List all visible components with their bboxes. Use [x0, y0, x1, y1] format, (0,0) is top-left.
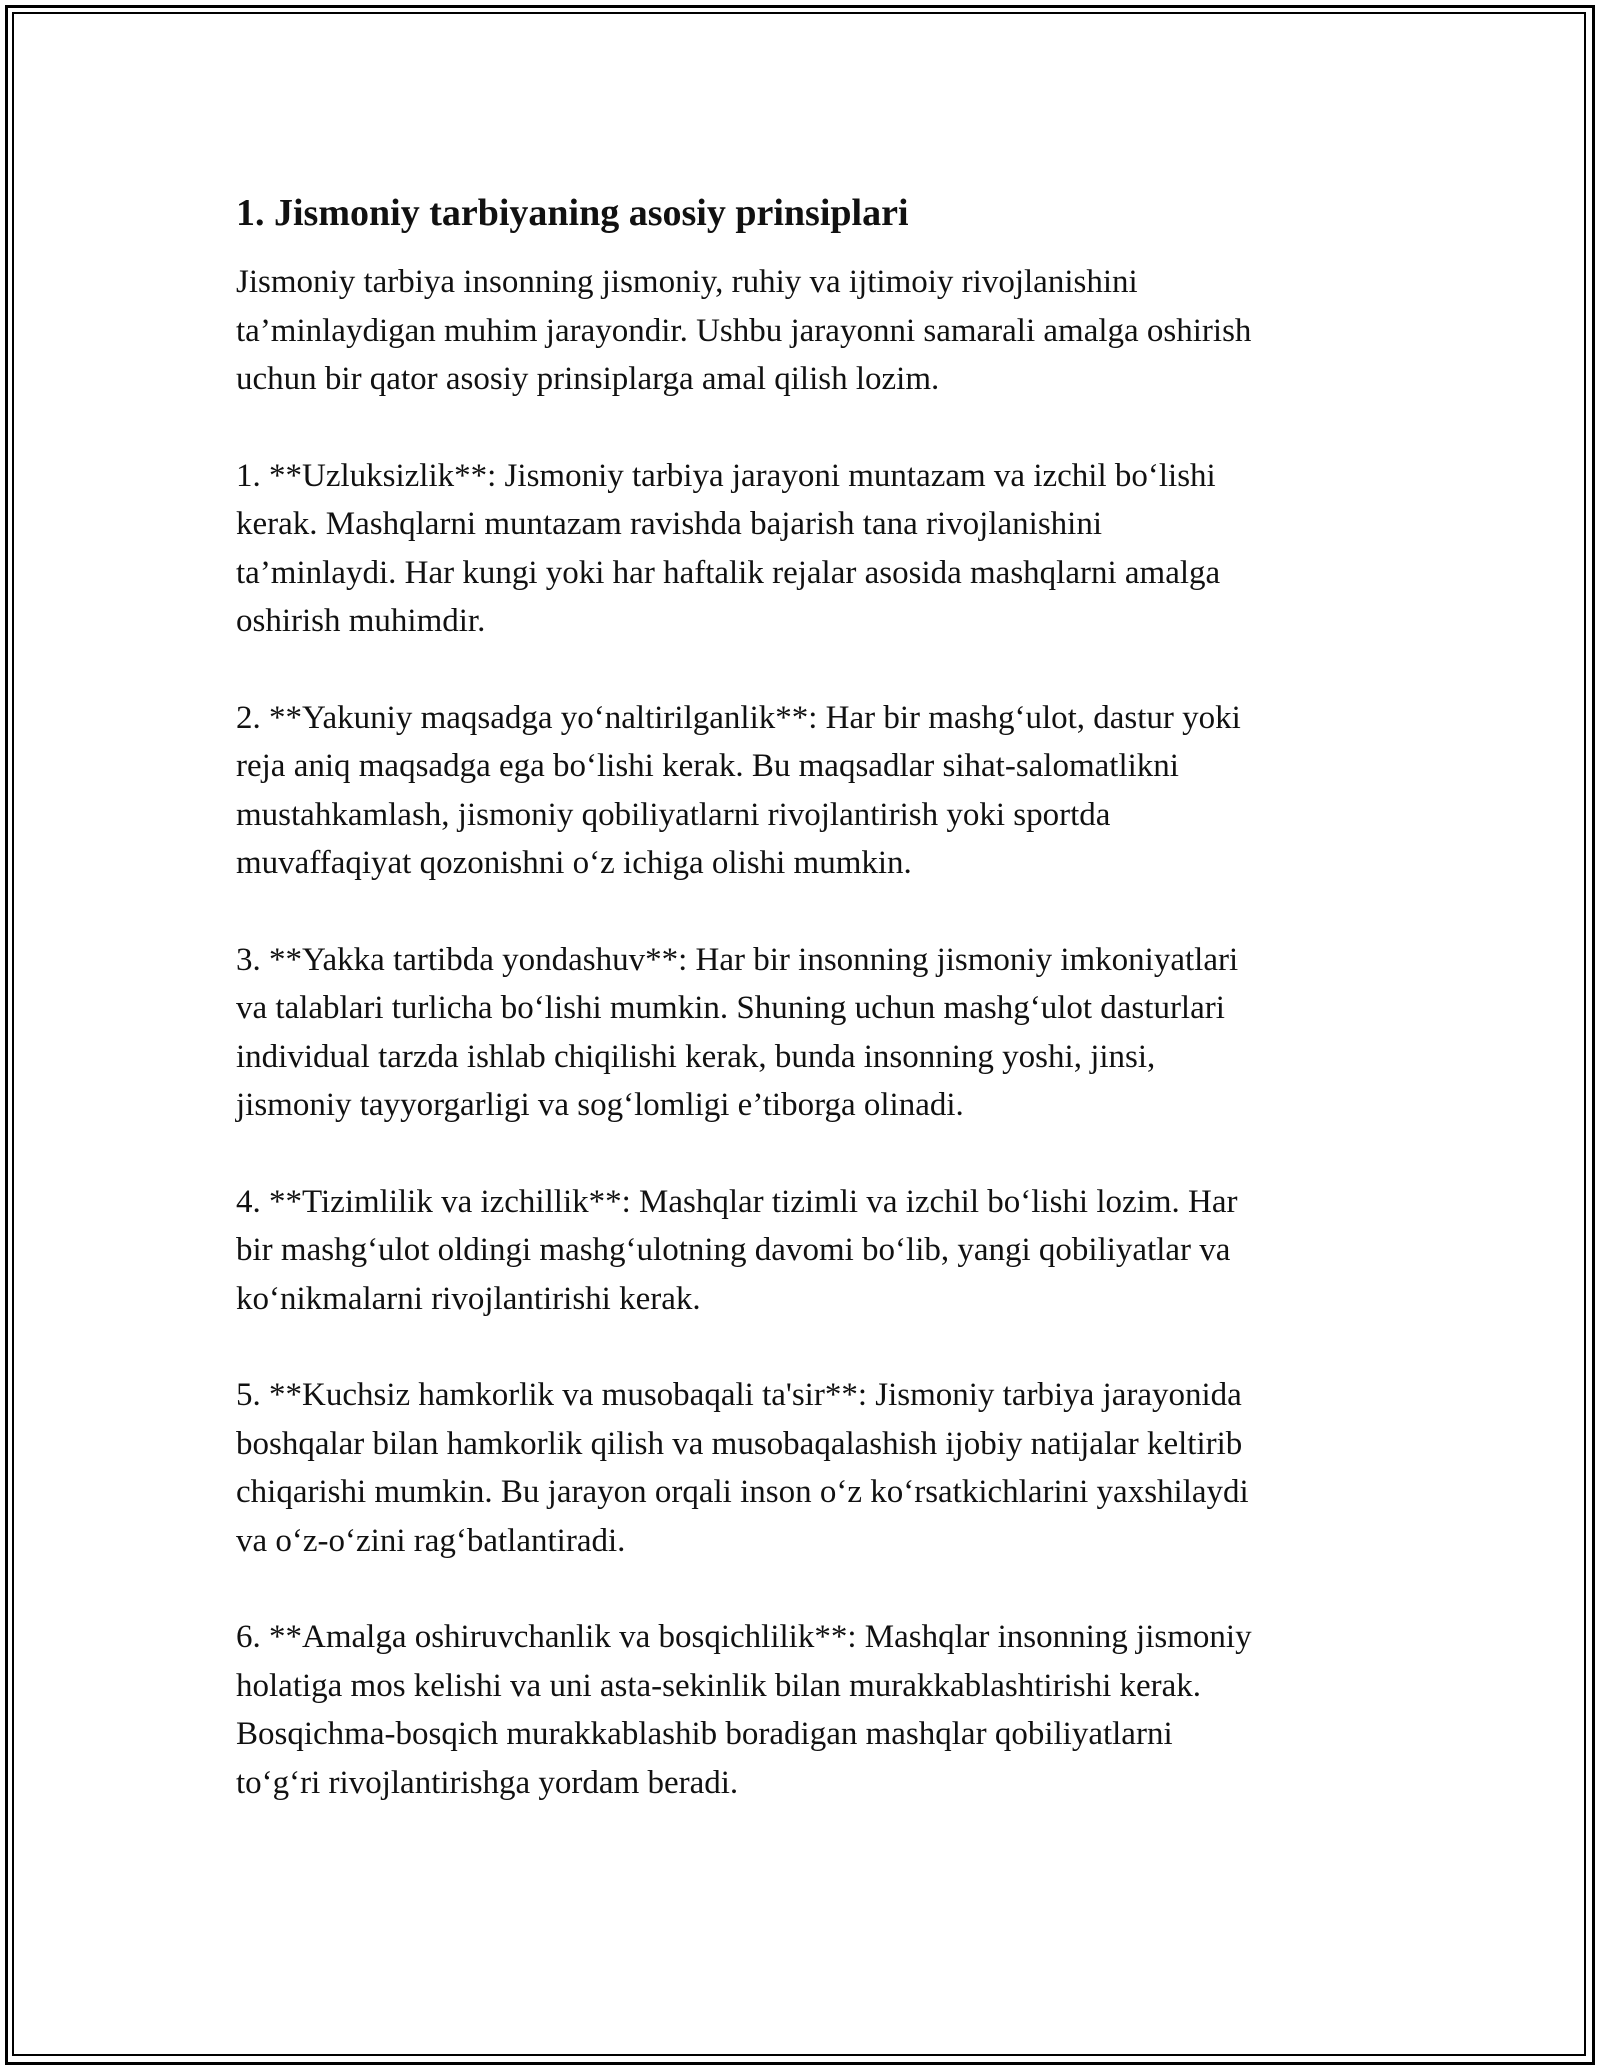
text-line: individual tarzda ishlab chiqilishi kerak, bunda insonning yoshi, jinsi,	[236, 1038, 1156, 1075]
text-line: 5. **Kuchsiz hamkorlik va musobaqali ta'sir**: Jismoniy tarbiya jarayonida	[236, 1377, 1242, 1413]
text-line: kerak. Mashqlarni muntazam ravishda bajarish tana rivojlanishini	[236, 506, 1102, 542]
principle-6	[236, 1613, 1386, 1807]
text-line: boshqalar bilan hamkorlik qilish va musobaqalashish ijobiy natijalar keltirib	[236, 1425, 1243, 1462]
principle-5	[236, 1371, 1386, 1565]
text-line: uchun bir qator asosiy prinsiplarga amal qilish lozim.	[236, 361, 940, 397]
text-line: mustahkamlash, jismoniy qobiliyatlarni rivojlantirish yoki sportda	[236, 796, 1111, 833]
text-line: Bosqichma-bosqich murakkablashib boradigan mashqlar qobiliyatlarni	[236, 1716, 1173, 1752]
text-line: holatiga mos kelishi va uni asta-sekinlik bilan murakkablashtirishi kerak.	[236, 1667, 1202, 1704]
text-line: Jismoniy tarbiya insonning jismoniy, ruhiy va ijtimoiy rivojlanishini	[236, 264, 1138, 300]
principle-1	[236, 452, 1386, 646]
text-line: ta’minlaydi. Har kungi yoki har haftalik rejalar asosida mashqlarni amalga	[236, 554, 1221, 591]
principle-4	[236, 1178, 1386, 1324]
text-line: 6. **Amalga oshiruvchanlik va bosqichlilik**: Mashqlar insonning jismoniy	[236, 1619, 1252, 1655]
document-body	[236, 188, 1386, 1855]
text-line: 3. **Yakka tartibda yondashuv**: Har bir insonning jismoniy imkoniyatlari	[236, 941, 1239, 978]
text-line: 2. **Yakuniy maqsadga yo‘naltirilganlik**: Har bir mashg‘ulot, dastur yoki	[236, 699, 1241, 736]
principle-2	[236, 694, 1386, 888]
text-line: va talablari turlicha bo‘lishi mumkin. Shuning uchun mashg‘ulot dasturlari	[236, 990, 1225, 1026]
text-line: chiqarishi mumkin. Bu jarayon orqali inson o‘z ko‘rsatkichlarini yaxshilaydi	[236, 1474, 1249, 1510]
text-line: va o‘z-o‘zini rag‘batlantiradi.	[236, 1522, 626, 1559]
text-line: muvaffaqiyat qozonishni o‘z ichiga olishi mumkin.	[236, 845, 912, 881]
text-line: to‘g‘ri rivojlantirishga yordam beradi.	[236, 1764, 739, 1801]
intro-paragraph	[236, 258, 1386, 404]
text-line: oshirish muhimdir.	[236, 603, 486, 639]
text-line: 4. **Tizimlilik va izchillik**: Mashqlar tizimli va izchil bo‘lishi lozim. Har	[236, 1183, 1238, 1220]
text-line: ko‘nikmalarni rivojlantirishi kerak.	[236, 1280, 701, 1317]
principle-3	[236, 936, 1386, 1130]
text-line: ta’minlaydigan muhim jarayondir. Ushbu jarayonni samarali amalga oshirish	[236, 312, 1252, 349]
text-line: 1. **Uzluksizlik**: Jismoniy tarbiya jarayoni muntazam va izchil bo‘lishi	[236, 457, 1216, 494]
text-line: jismoniy tayyorgarligi va sog‘lomligi e’tiborga olinadi.	[236, 1087, 964, 1123]
text-line: bir mashg‘ulot oldingi mashg‘ulotning davomi bo‘lib, yangi qobiliyatlar va	[236, 1232, 1231, 1268]
section-heading: 1. Jismoniy tarbiyaning asosiy prinsiplari	[236, 192, 909, 234]
text-line: reja aniq maqsadga ega bo‘lishi kerak. Bu maqsadlar sihat-salomatlikni	[236, 748, 1179, 784]
